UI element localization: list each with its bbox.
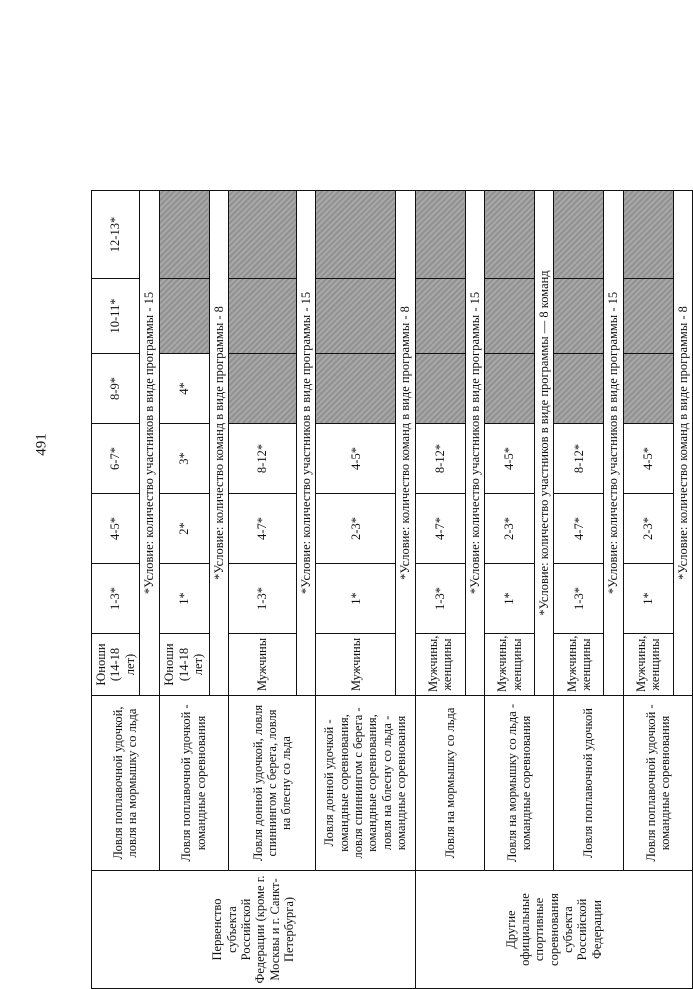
- rank-cell-empty: [415, 191, 465, 279]
- rank-cell: 6-7*: [92, 424, 140, 494]
- rank-cell: 4-5*: [485, 424, 535, 494]
- condition-note: *Условие: количество участников в виде программы - 15: [604, 191, 623, 696]
- rank-cell: 2-3*: [485, 494, 535, 564]
- rank-cell-empty: [623, 191, 673, 279]
- event-name: Ловля на мормышку со льда - командные соревнования: [485, 696, 554, 871]
- rank-cell: 4-5*: [316, 424, 396, 494]
- condition-note: *Условие: количество участников в виде программы - 15: [296, 191, 315, 696]
- rank-cell-empty: [159, 279, 209, 354]
- rank-cell-empty: [485, 354, 535, 424]
- rank-cell-empty: [623, 279, 673, 354]
- rotated-table-sheet: [91, 191, 690, 989]
- group-name: Юноши (14-18 лет): [92, 634, 140, 696]
- rank-cell: 8-9*: [92, 354, 140, 424]
- event-name: Ловля поплавочной удочкой - командные соревнования: [623, 696, 692, 871]
- condition-note: *Условие: количество команд в виде программы - 8: [396, 191, 415, 696]
- page-number: 491: [33, 433, 50, 456]
- rank-cell: 1*: [316, 564, 396, 634]
- sports-ranks-table: [91, 190, 693, 989]
- rank-cell-empty: [228, 279, 296, 354]
- rank-cell-empty: [415, 279, 465, 354]
- rank-cell: 4-7*: [415, 494, 465, 564]
- rank-cell: 2*: [159, 494, 209, 564]
- rank-cell: 1-3*: [92, 564, 140, 634]
- event-name: Ловля донной удочкой - командные соревнования, ловля спиннингом с берега - командные соревнования, ловля на блесну со льда - командные соревнования: [316, 696, 415, 871]
- rank-cell-empty: [623, 354, 673, 424]
- rank-cell: 1*: [159, 564, 209, 634]
- rank-cell-empty: [316, 279, 396, 354]
- rank-cell: 1-3*: [554, 564, 604, 634]
- rank-cell: 1-3*: [415, 564, 465, 634]
- group-name: Мужчины, женщины: [415, 634, 465, 696]
- rank-cell: 8-12*: [415, 424, 465, 494]
- rank-cell: 4-5*: [623, 424, 673, 494]
- section-a-title: Первенство субъекта Российской Федерации (кроме г. Москвы и г. Санкт-Петербурга): [92, 871, 416, 989]
- event-name: Ловля донной удочкой, ловля спиннингом с берега, ловля на блесну со льда: [228, 696, 315, 871]
- event-name: Ловля на мормышку со льда: [415, 696, 484, 871]
- rank-cell-empty: [415, 354, 465, 424]
- event-name: Ловля поплавочной удочкой, ловля на мормышку со льда: [92, 696, 160, 871]
- section-b-title: Другие официальные спортивные соревнования субъекта Российской Федерации: [415, 871, 693, 989]
- rank-cell: 2-3*: [316, 494, 396, 564]
- event-name: Ловля поплавочной удочкой: [554, 696, 623, 871]
- rank-cell-empty: [228, 191, 296, 279]
- rank-cell: 4-7*: [228, 494, 296, 564]
- group-name: Мужчины: [228, 634, 296, 696]
- condition-note: *Условие: количество команд в виде программы - 8: [673, 191, 692, 696]
- rank-cell: 4*: [159, 354, 209, 424]
- rank-cell: 2-3*: [623, 494, 673, 564]
- rank-cell: 4-7*: [554, 494, 604, 564]
- group-name: Мужчины, женщины: [554, 634, 604, 696]
- rank-cell: 1-3*: [228, 564, 296, 634]
- rank-cell-empty: [485, 279, 535, 354]
- condition-note: *Условие: количество команд в виде программы - 8: [209, 191, 228, 696]
- rank-cell-empty: [554, 354, 604, 424]
- group-name: Мужчины, женщины: [485, 634, 535, 696]
- rank-cell: 8-12*: [554, 424, 604, 494]
- rank-cell-empty: [554, 191, 604, 279]
- rank-cell-empty: [485, 191, 535, 279]
- rank-cell-empty: [228, 354, 296, 424]
- rank-cell: 1*: [623, 564, 673, 634]
- rank-cell-empty: [159, 191, 209, 279]
- condition-note: *Условие: количество участников в виде программы - 15: [465, 191, 484, 696]
- rank-cell: 8-12*: [228, 424, 296, 494]
- condition-note: *Условие: количество участников в виде программы — 8 команд: [535, 191, 554, 696]
- rank-cell: 3*: [159, 424, 209, 494]
- group-name: Мужчины: [316, 634, 396, 696]
- rank-cell-empty: [316, 354, 396, 424]
- group-name: Мужчины, женщины: [623, 634, 673, 696]
- condition-note: *Условие: количество участников в виде программы - 15: [140, 191, 159, 696]
- rank-cell: 1*: [485, 564, 535, 634]
- rank-cell-empty: [554, 279, 604, 354]
- rank-cell-empty: [316, 191, 396, 279]
- event-name: Ловля поплавочной удочкой - командные соревнования: [159, 696, 228, 871]
- rank-cell: 10-11*: [92, 279, 140, 354]
- rank-cell: 12-13*: [92, 191, 140, 279]
- rank-cell: 4-5*: [92, 494, 140, 564]
- group-name: Юноши (14-18 лет): [159, 634, 209, 696]
